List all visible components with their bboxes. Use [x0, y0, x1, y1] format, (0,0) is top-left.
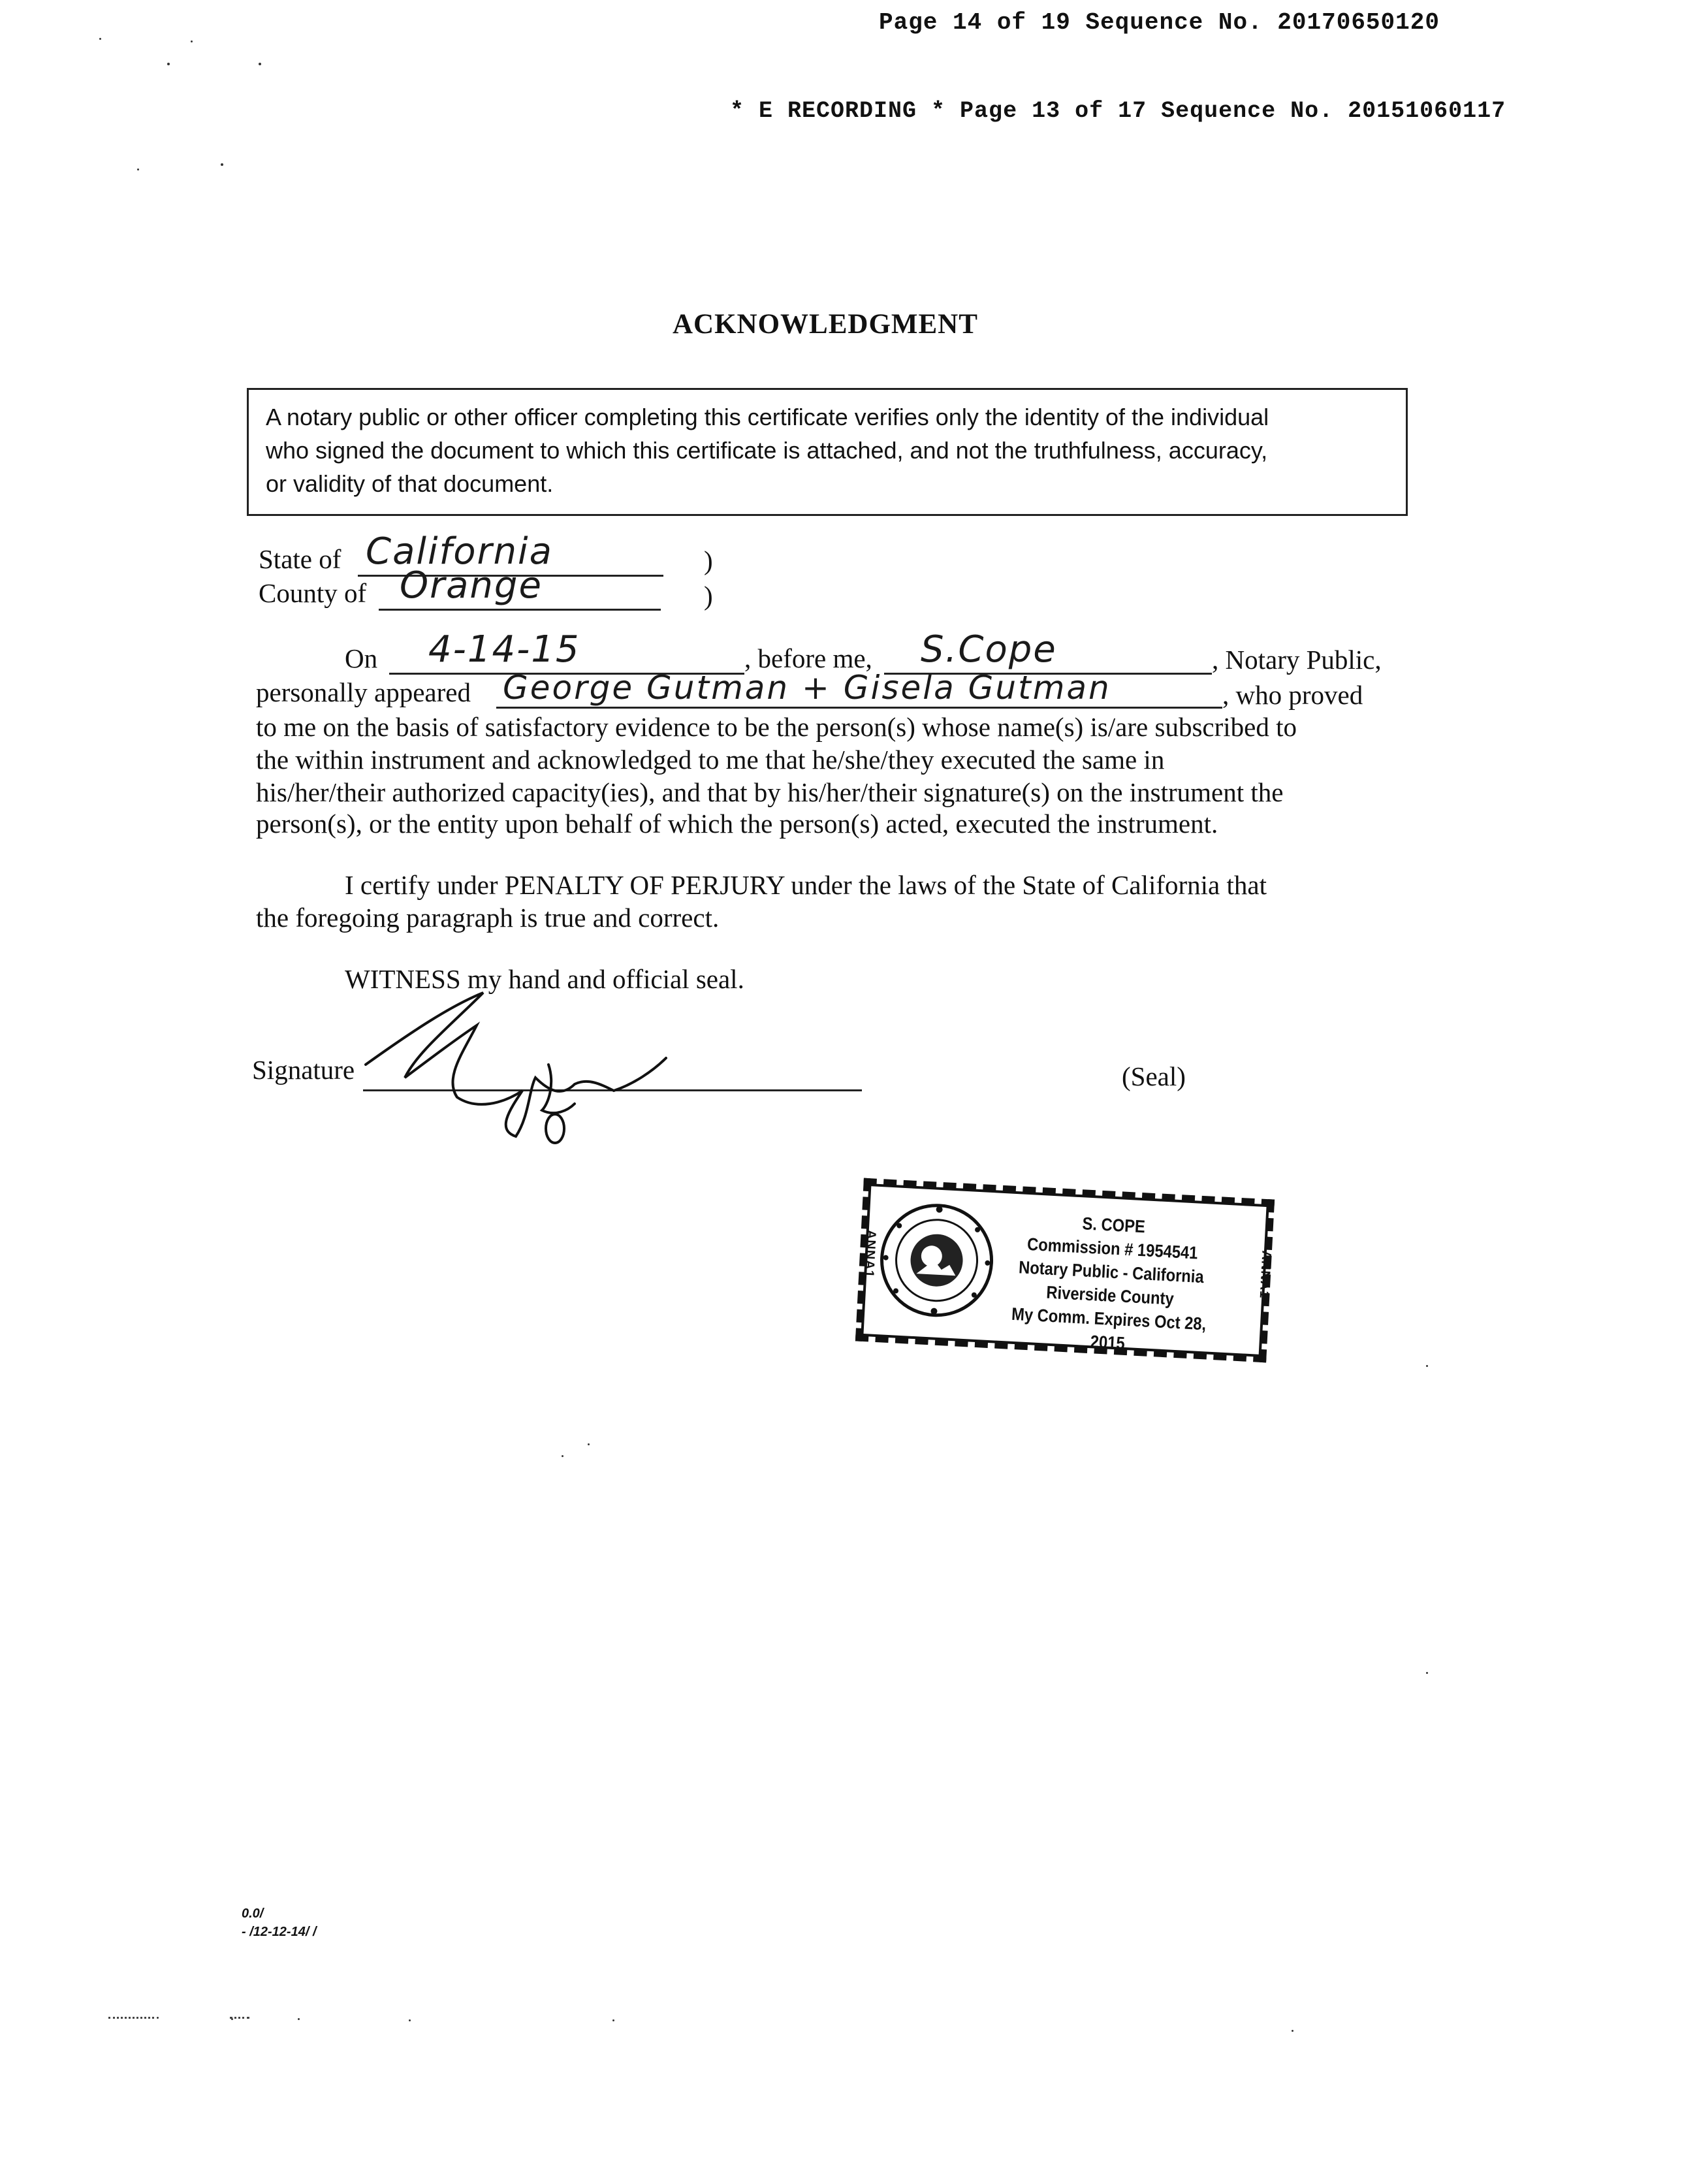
scan-speck	[298, 2018, 300, 2020]
form-footer-line: - /12-12-14/ /	[242, 1925, 317, 1939]
stamp-text-block	[992, 1208, 1230, 1360]
scan-speck	[99, 38, 101, 40]
stamp-commission-number: Commission # 1954541	[1026, 1234, 1199, 1263]
date-handwritten-value: 4-14-15	[428, 628, 580, 671]
on-label: On	[345, 643, 378, 673]
disclaimer-line: or validity of that document.	[266, 470, 554, 497]
scan-speck	[259, 63, 261, 65]
state-handwritten-value: California	[366, 530, 553, 573]
e-recording-header: * E RECORDING * Page 13 of 17 Sequence No. 20151060117	[730, 98, 1506, 124]
form-footer-line: 0.0/	[242, 1906, 264, 1921]
state-paren: )	[704, 545, 713, 575]
stamp-side-code-right: ANNA1	[1256, 1250, 1274, 1300]
disclaimer-line: A notary public or other officer completing this certificate verifies only the identity of the individual	[266, 404, 1269, 430]
scan-speck	[1426, 1672, 1428, 1674]
personally-appeared-text: personally appeared	[256, 677, 471, 707]
county-handwritten-value: Orange	[400, 564, 543, 607]
scan-speck	[409, 2019, 411, 2021]
scan-speck	[562, 1455, 563, 1457]
california-seal-icon	[875, 1198, 998, 1322]
scan-speck	[137, 169, 139, 170]
notary-seal-stamp	[855, 1178, 1275, 1363]
who-proved-text: , who proved	[1222, 680, 1363, 710]
notary-disclaimer-box	[247, 388, 1408, 516]
document-title: ACKNOWLEDGMENT	[673, 309, 978, 340]
signers-underline	[496, 707, 1222, 709]
county-paren: )	[704, 581, 713, 611]
scan-speck	[167, 63, 170, 65]
notary-signature-scribble	[353, 980, 692, 1149]
body-paragraph-line: the within instrument and acknowledged to me that he/she/they executed the same in	[256, 745, 1165, 775]
disclaimer-line: who signed the document to which this certificate is attached, and not the truthfulness, accuracy,	[266, 437, 1268, 464]
recording-header-page-sequence: Page 14 of 19 Sequence No. 20170650120	[879, 9, 1440, 36]
perjury-certification-line: I certify under PENALTY OF PERJURY under the laws of the State of California that	[345, 870, 1267, 900]
scan-speck	[1426, 1365, 1428, 1367]
stamp-side-code-left: ANNA1	[861, 1229, 879, 1279]
signature-label: Signature	[252, 1055, 355, 1085]
state-label: State of	[259, 544, 341, 574]
witness-line: WITNESS my hand and official seal.	[345, 964, 744, 994]
scan-speck	[1292, 2030, 1293, 2032]
body-paragraph-line: to me on the basis of satisfactory evidence to be the person(s) whose name(s) is/are subscribed to	[256, 712, 1297, 742]
scan-speck	[221, 163, 223, 166]
stamp-notary-title: Notary Public - California	[1018, 1257, 1205, 1287]
scan-dots-bottom	[108, 2017, 154, 2019]
scan-dots-bottom	[230, 2017, 249, 2019]
signers-handwritten: George Gutman + Gisela Gutman	[503, 669, 1111, 707]
body-paragraph-line: his/her/their authorized capacity(ies), and that by his/her/their signature(s) on the instrument the	[256, 777, 1284, 807]
perjury-certification-line: the foregoing paragraph is true and correct.	[256, 903, 720, 933]
seal-label: (Seal)	[1122, 1061, 1186, 1091]
scan-speck	[191, 40, 193, 42]
stamp-notary-name: S. COPE	[1081, 1213, 1146, 1237]
county-label: County of	[259, 578, 367, 608]
notary-name-handwritten: S.Cope	[921, 628, 1057, 671]
notary-public-text: , Notary Public,	[1212, 645, 1382, 675]
county-underline	[379, 609, 661, 611]
stamp-county: Riverside County	[1045, 1282, 1175, 1309]
scan-speck	[157, 2017, 159, 2019]
form-footer-code	[242, 1904, 317, 1941]
stamp-expiration: My Comm. Expires Oct 28, 2015	[1011, 1304, 1207, 1353]
scan-speck	[588, 1443, 590, 1445]
body-paragraph-line: person(s), or the entity upon behalf of which the person(s) acted, executed the instrument.	[256, 809, 1218, 839]
scan-speck	[612, 2019, 614, 2021]
before-me-text: , before me,	[744, 643, 872, 673]
